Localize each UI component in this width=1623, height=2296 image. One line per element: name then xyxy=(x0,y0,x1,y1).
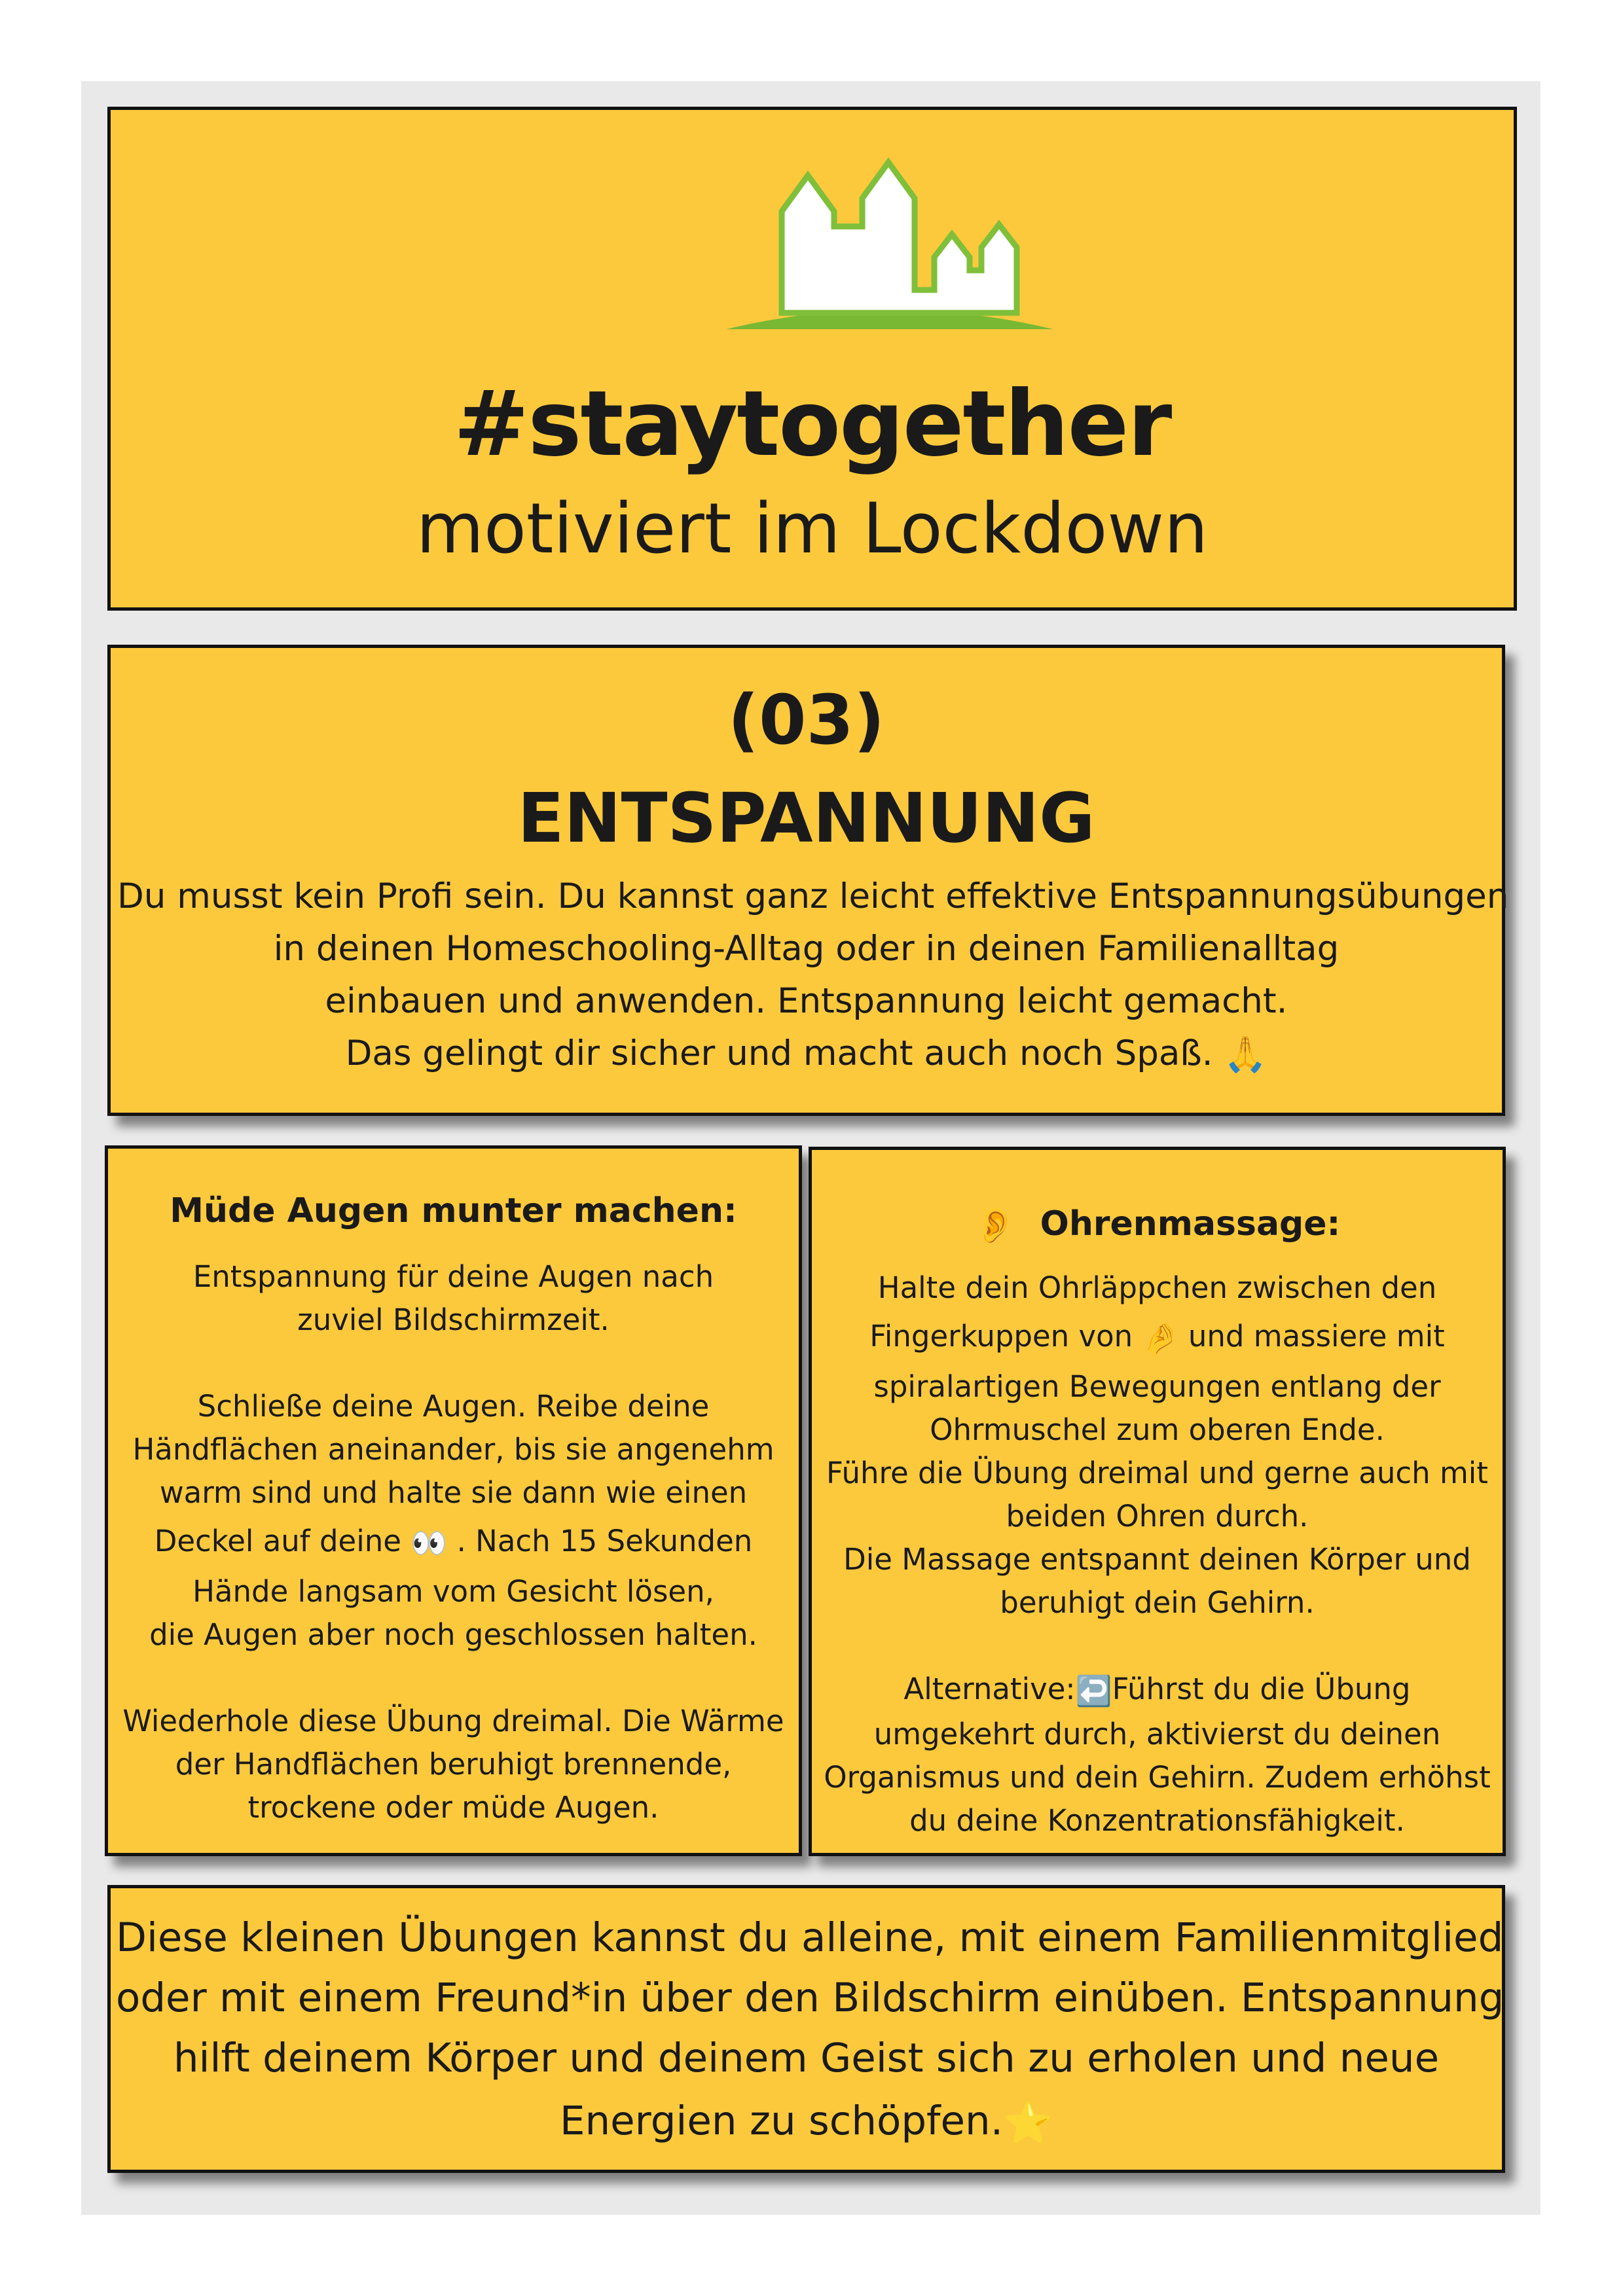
eyes-exercise-card xyxy=(105,1145,802,1856)
text-line: der Handflächen beruhigt brennende, xyxy=(175,1747,732,1782)
text-line: zuviel Bildschirmzeit. xyxy=(297,1302,610,1337)
text-segment: Deckel auf deine xyxy=(154,1524,401,1558)
text-line: Händflächen aneinander, bis sie angenehm xyxy=(132,1432,775,1467)
text-line: warm sind und halte sie dann wie einen xyxy=(159,1475,748,1510)
eyes-icon: 👀 xyxy=(410,1526,448,1560)
intro-line: in deinen Homeschooling-Alltag oder in deinen Familienalltag xyxy=(273,929,1340,969)
text-line: die Augen aber noch geschlossen halten. xyxy=(149,1617,757,1652)
text-segment: und massiere mit xyxy=(1188,1319,1445,1354)
intro-line-text: Das gelingt dir sicher und macht auch noch Spaß. xyxy=(345,1033,1213,1073)
text-segment: Führst du die Übung xyxy=(1112,1672,1411,1706)
text-line xyxy=(817,1310,1497,1365)
text-line xyxy=(817,1668,1497,1713)
text-line: Schließe deine Augen. Reibe deine xyxy=(197,1389,710,1424)
text-line: Diese kleinen Übungen kannst du alleine, mit einem Familienmitglied xyxy=(116,1914,1504,1961)
text-line: beruhigt dein Gehirn. xyxy=(1000,1585,1315,1620)
text-line: Ohrmuschel zum oberen Ende. xyxy=(930,1412,1385,1447)
intro-card xyxy=(107,645,1509,1116)
intro-line xyxy=(117,1028,1495,1081)
praying-hands-icon: 🙏 xyxy=(1224,1035,1267,1075)
lesson-number: (03) xyxy=(727,680,885,760)
text-line: Organismus und dein Gehirn. Zudem erhöhst xyxy=(824,1760,1491,1795)
text-line: umgekehrt durch, aktivierst du deinen xyxy=(873,1717,1441,1751)
intro-line: Du musst kein Profi sein. Du kannst ganz leicht effektive Entspannungsübungen xyxy=(117,876,1509,916)
closing-card xyxy=(107,1885,1505,2173)
text-line: trockene oder müde Augen. xyxy=(247,1790,659,1825)
text-segment: . Nach 15 Sekunden xyxy=(456,1524,753,1558)
text-line: Entspannung für deine Augen nach xyxy=(192,1259,714,1294)
text-line: Hände langsam vom Gesicht lösen, xyxy=(192,1574,714,1609)
text-line: Halte dein Ohrläppchen zwischen den xyxy=(877,1270,1437,1305)
text-line: Die Massage entspannt deinen Körper und xyxy=(843,1542,1471,1577)
text-segment: Energien zu schöpfen. xyxy=(559,2098,1004,2144)
text-line: Wiederhole diese Übung dreimal. Die Wärme xyxy=(122,1704,784,1738)
text-line: oder mit einem Freund*in über den Bildschirm einüben. Entspannung xyxy=(116,1975,1504,2021)
pinching-hand-icon: 🤌 xyxy=(1142,1321,1179,1355)
text-line xyxy=(113,1515,793,1570)
ear-massage-text xyxy=(817,1266,1497,1842)
intro-text xyxy=(117,870,1509,1081)
closing-text xyxy=(116,1908,1504,2156)
text-line: du deine Konzentrationsfähigkeit. xyxy=(909,1803,1405,1838)
page-subtitle: motiviert im Lockdown xyxy=(416,488,1209,569)
text-segment: Alternative: xyxy=(903,1672,1076,1706)
text-line: Führe die Übung dreimal und gerne auch mit xyxy=(826,1456,1488,1490)
eyes-exercise-text xyxy=(113,1255,793,1829)
text-line xyxy=(116,2089,1497,2156)
ear-icon: 👂 xyxy=(974,1206,1017,1246)
intro-line: einbauen und anwenden. Entspannung leicht gemacht. xyxy=(325,981,1288,1021)
castle-logo xyxy=(713,149,1067,346)
eyes-exercise-title: Müde Augen munter machen: xyxy=(170,1191,737,1230)
ear-massage-card xyxy=(809,1147,1506,1856)
page-title: #staytogether xyxy=(453,371,1171,476)
text-line: beiden Ohren durch. xyxy=(1006,1499,1309,1534)
lesson-title: ENTSPANNUNG xyxy=(517,778,1095,858)
return-arrow-icon: ↩️ xyxy=(1075,1674,1112,1708)
text-line: hilft deinem Körper und deinem Geist sich zu erholen und neue xyxy=(173,2035,1440,2081)
logo-castle xyxy=(782,162,1017,313)
ear-massage-title-row xyxy=(812,1201,1503,1249)
ear-massage-title: Ohrenmassage: xyxy=(1040,1204,1341,1244)
text-line: spiralartigen Bewegungen entlang der xyxy=(873,1369,1441,1404)
star-icon: ⭐ xyxy=(1003,2100,1053,2147)
header-card xyxy=(107,107,1517,611)
text-segment: Fingerkuppen von xyxy=(869,1319,1133,1354)
